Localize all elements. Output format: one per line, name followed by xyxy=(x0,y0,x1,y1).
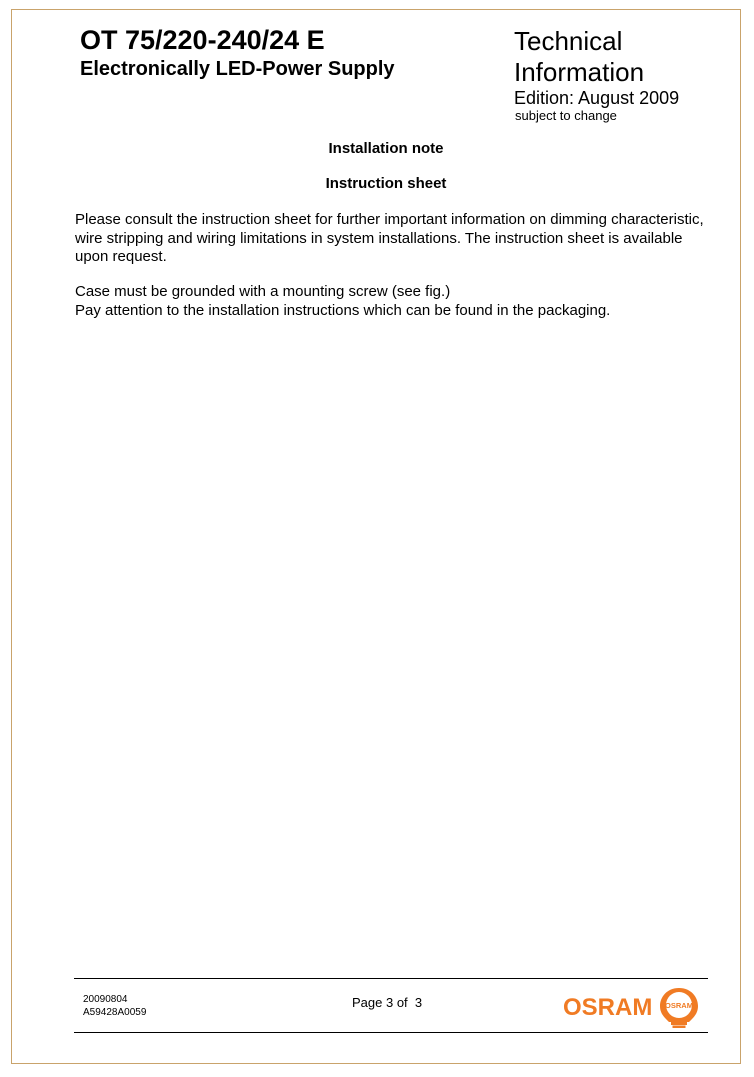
page-number: Page 3 of 3 xyxy=(352,995,423,1010)
document-type-line-1: Technical xyxy=(514,26,623,56)
page-frame xyxy=(11,9,741,1064)
product-code-title: OT 75/220-240/24 E xyxy=(80,25,325,55)
osram-bulb-icon xyxy=(660,988,698,1028)
grounding-line: Case must be grounded with a mounting screw (see fig.) xyxy=(75,283,451,300)
document-type-line-2: Information xyxy=(514,57,645,87)
osram-logo xyxy=(560,982,702,1030)
instruction-sheet-paragraph: Please consult the instruction sheet for further important information on dimming characteristic, wire stripping and wiring limitations in system installations. The instruction sheet is available upon request. xyxy=(75,211,704,265)
packaging-instructions-line: Pay attention to the installation instructions which can be found in the packaging. xyxy=(75,301,611,319)
footer-date-code: 20090804 xyxy=(83,994,128,1005)
footer-document-number: A59428A0059 xyxy=(83,1007,147,1018)
installation-note-heading: Installation note xyxy=(328,140,444,157)
footer-bottom-divider xyxy=(74,1032,708,1033)
instruction-sheet-heading: Instruction sheet xyxy=(325,175,447,192)
edition-label: Edition: August 2009 xyxy=(514,88,680,108)
osram-bulb-badge-text: OSRAM xyxy=(665,1001,693,1010)
product-description: Electronically LED-Power Supply xyxy=(80,58,395,80)
grounding-paragraph xyxy=(75,283,715,320)
subject-to-change-note: subject to change xyxy=(515,108,617,123)
osram-logo-wordmark: OSRAM xyxy=(563,994,653,1021)
document-type xyxy=(514,26,734,88)
footer-top-divider xyxy=(74,978,708,979)
